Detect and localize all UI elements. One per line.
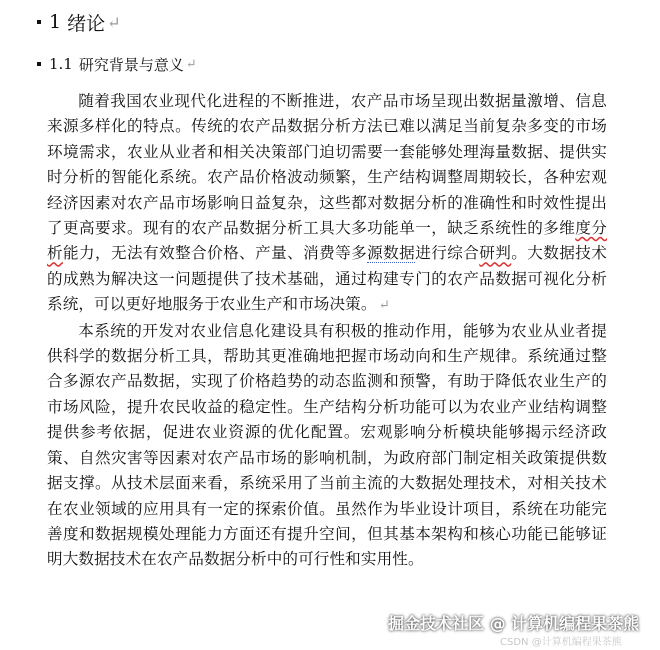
paragraph-mark-icon: ↵ xyxy=(107,12,121,32)
heading-level-1 xyxy=(37,8,121,36)
heading-title: 研究背景与意义 xyxy=(78,55,184,74)
heading-number: 1 xyxy=(49,11,62,33)
spellcheck-underline: 研判 xyxy=(479,244,512,263)
heading-number: 1.1 xyxy=(49,55,73,73)
body-text xyxy=(47,89,607,573)
bullet-marker xyxy=(37,62,41,66)
watermark-small: CSDN @计算机编程果茶熊 xyxy=(500,637,622,648)
watermark: 掘金技术社区 @ 计算机编程果茶熊 xyxy=(388,614,640,633)
heading-level-2 xyxy=(37,53,197,75)
bullet-marker xyxy=(37,20,41,24)
grammar-underline: 源数据 xyxy=(367,244,416,263)
paragraph-background: 随着我国农业现代化进程的不断推进，农产品市场呈现出数据量激增、信息来源多样化的特点。传统的农产品数据分析方法已难以满足当前复杂多变的市场环境需求，农业从业者和相关决策部门迫切需要一套能够处理海量数据、提供实时分析的智能化系统。农产品价格波动频繁，生产结构调整周期较长，各种宏观经济因素对农产品市场影响日益复杂，这些都对数据分析的准确性和时效性提出了更高要求。现有的农产品数据分析工具大多功能单一，缺乏系统性的多维度分析能力，无法有效整合价格、产量、消费等多源数据进行综合研判。大数据技术的成熟为解决这一问题提供了技术基础，通过构建专门的农产品数据可视化分析系统，可以更好地服务于农业生产和市场决策。 ↵ xyxy=(47,92,607,314)
spellcheck-underline: 度分析 xyxy=(47,219,607,263)
paragraph-mark-icon: ↵ xyxy=(378,298,390,314)
paragraph-mark-icon: ↵ xyxy=(185,56,197,72)
heading-title: 绪论 xyxy=(67,12,106,35)
paragraph-significance: 本系统的开发对农业信息化建设具有积极的推动作用，能够为农业从业者提供科学的数据分析工具，帮助其更准确地把握市场动向和生产规律。系统通过整合多源农产品数据，实现了价格趋势的动态监测和预警，有助于降低农业生产的市场风险，提升农民收益的稳定性。生产结构分析功能可以为农业产业结构调整提供参考依据，促进农业资源的优化配置。宏观影响分析模块能够揭示经济政策、自然灾害等因素对农产品市场的影响机制，为政府部门制定相关政策提供数据支撑。从技术层面来看，系统采用了当前主流的大数据处理技术，对相关技术在农业领域的应用具有一定的探索价值。虽然作为毕业设计项目，系统在功能完善度和数据规模处理能力方面还有提升空间，但其基本架构和核心功能已能够证明大数据技术在农产品数据分析中的可行性和实用性。 xyxy=(47,321,607,569)
